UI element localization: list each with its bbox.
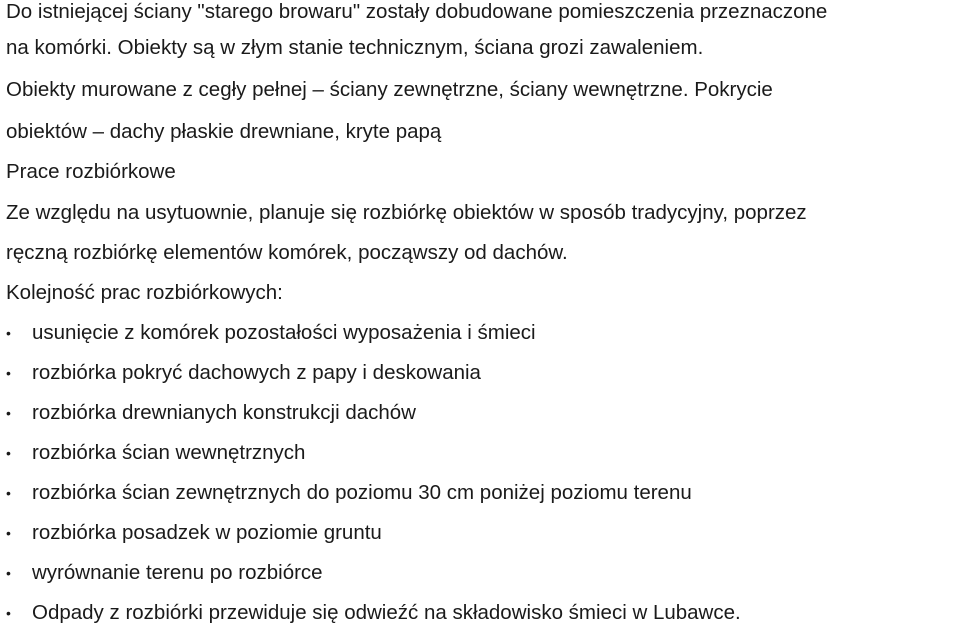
bullet-icon: •: [6, 325, 11, 341]
list-item-text: rozbiórka drewnianych konstrukcji dachów: [32, 401, 416, 424]
bullet-icon: •: [6, 565, 11, 581]
section-heading: Prace rozbiórkowe: [6, 160, 176, 183]
paragraph-line: na komórki. Obiekty są w złym stanie technicznym, ściana grozi zawaleniem.: [6, 36, 704, 59]
paragraph-line: Ze względu na usytuownie, planuje się rozbiórkę obiektów w sposób tradycyjny, poprzez: [6, 201, 807, 224]
paragraph-line: obiektów – dachy płaskie drewniane, kryte papą: [6, 120, 442, 143]
paragraph-line: Obiekty murowane z cegły pełnej – ściany zewnętrzne, ściany wewnętrzne. Pokrycie: [6, 78, 773, 101]
bullet-icon: •: [6, 445, 11, 461]
bullet-icon: •: [6, 365, 11, 381]
bullet-icon: •: [6, 525, 11, 541]
list-item-text: rozbiórka posadzek w poziomie gruntu: [32, 521, 382, 544]
bullet-icon: •: [6, 485, 11, 501]
list-item-text: Odpady z rozbiórki przewiduje się odwieźć na składowisko śmieci w Lubawce.: [32, 601, 741, 624]
bullet-icon: •: [6, 605, 11, 621]
list-item-text: rozbiórka ścian zewnętrznych do poziomu 30 cm poniżej poziomu terenu: [32, 481, 692, 504]
bullet-icon: •: [6, 405, 11, 421]
paragraph-line: Do istniejącej ściany "starego browaru" zostały dobudowane pomieszczenia przeznaczone: [6, 0, 828, 23]
list-item-text: usunięcie z komórek pozostałości wyposażenia i śmieci: [32, 321, 536, 344]
list-item-text: wyrównanie terenu po rozbiórce: [32, 561, 323, 584]
list-item-text: rozbiórka ścian wewnętrznych: [32, 441, 306, 464]
paragraph-line: ręczną rozbiórkę elementów komórek, począwszy od dachów.: [6, 241, 568, 264]
list-heading: Kolejność prac rozbiórkowych:: [6, 281, 283, 304]
list-item-text: rozbiórka pokryć dachowych z papy i deskowania: [32, 361, 481, 384]
